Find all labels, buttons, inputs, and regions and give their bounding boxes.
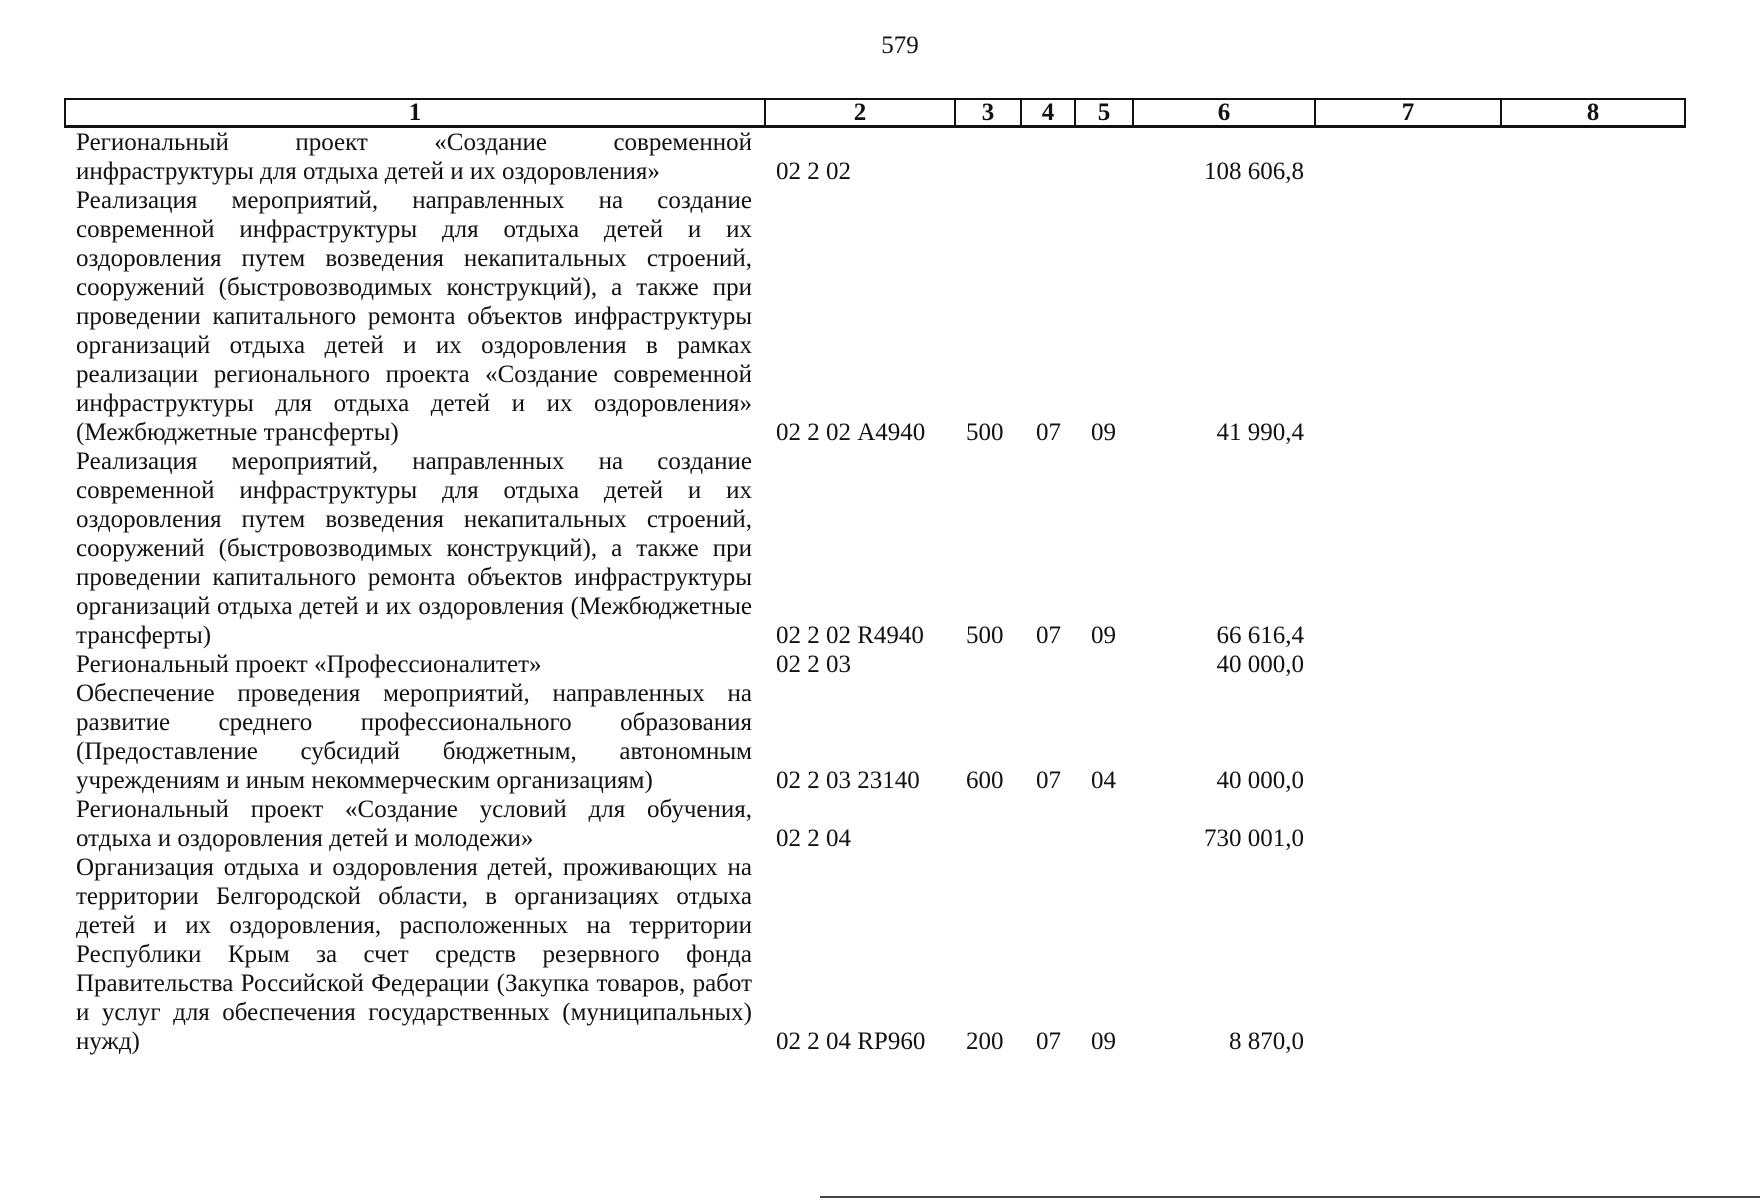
row-name: Региональный проект «Создание современной инфраструктуры для отдыха детей и их оздоровления» [76,129,752,185]
header-col-3: 3 [956,100,1022,125]
header-col-6: 6 [1134,100,1316,125]
page-number: 579 [881,32,919,59]
row-col-3: 200 [966,1028,1004,1055]
header-col-7: 7 [1316,100,1502,125]
row-col-4: 07 [1036,767,1061,794]
row-col-5: 04 [1091,767,1116,794]
table-row [0,650,1760,679]
header-col-4: 4 [1022,100,1076,125]
row-amount: 41 990,4 [1216,419,1304,446]
bottom-rule [820,1196,1760,1198]
row-col-4: 07 [1036,1028,1061,1055]
row-amount: 40 000,0 [1216,767,1304,794]
table-row [0,853,1760,1056]
table-row [0,128,1760,186]
row-code: 02 2 02 R4940 [776,622,924,649]
header-col-2: 2 [766,100,956,125]
table-row [0,679,1760,795]
row-col-4: 07 [1036,419,1061,446]
table-body [0,128,1760,1056]
table-row [0,795,1760,853]
row-code: 02 2 03 [776,651,851,678]
row-code: 02 2 02 А4940 [776,419,926,446]
row-col-5: 09 [1091,419,1116,446]
row-name: Региональный проект «Профессионалитет» [76,651,542,678]
row-amount: 730 001,0 [1204,825,1304,852]
row-code: 02 2 03 23140 [776,767,920,794]
row-col-3: 500 [966,419,1004,446]
row-col-3: 600 [966,767,1004,794]
row-amount: 40 000,0 [1216,651,1304,678]
row-name: Реализация мероприятий, направленных на создание современной инфраструктуры для отдыха детей и их оздоровления путем возведения некапитальных строений, сооружений (быстровозводимых конструкций), а также при проведении капитального ремонта объектов инфраструктуры организаций отдыха детей и их оздоровления (Межбюджетные трансферты) [76,448,752,649]
row-name: Реализация мероприятий, направленных на создание современной инфраструктуры для отдыха детей и их оздоровления путем возведения некапитальных строений, сооружений (быстровозводимых конструкций), а также при проведении капитального ремонта объектов инфраструктуры организаций отдыха детей и их оздоровления в рамках реализации регионального проекта «Создание современной инфраструктуры для отдыха детей и их оздоровления» (Межбюджетные трансферты) [76,187,752,446]
table-row [0,447,1760,650]
row-col-5: 09 [1091,1028,1116,1055]
table-row [0,186,1760,447]
row-amount: 108 606,8 [1204,158,1304,185]
row-amount: 66 616,4 [1216,622,1304,649]
row-name: Организация отдыха и оздоровления детей, проживающих на территории Белгородской области, в организациях отдыха детей и их оздоровления, расположенных на территории Республики Крым за счет средств резервного фонда Правительства Российской Федерации (Закупка товаров, работ и услуг для обеспечения государственных (муниципальных) нужд) [76,854,752,1055]
row-col-5: 09 [1091,622,1116,649]
row-code: 02 2 04 RP960 [776,1028,926,1055]
row-name: Региональный проект «Создание условий для обучения, отдыха и оздоровления детей и молодежи» [76,796,752,852]
header-col-8: 8 [1586,99,1600,126]
header-col-5: 5 [1076,100,1134,125]
row-name: Обеспечение проведения мероприятий, направленных на развитие среднего профессионального образования (Предоставление субсидий бюджетным, автономным учреждениям и иным некоммерческим организациям) [76,680,752,794]
row-col-4: 07 [1036,622,1061,649]
table-header-row [64,98,1686,128]
row-code: 02 2 02 [776,158,851,185]
header-col-1: 1 [66,100,766,125]
row-amount: 8 870,0 [1229,1028,1304,1055]
row-col-3: 500 [966,622,1004,649]
row-code: 02 2 04 [776,825,851,852]
